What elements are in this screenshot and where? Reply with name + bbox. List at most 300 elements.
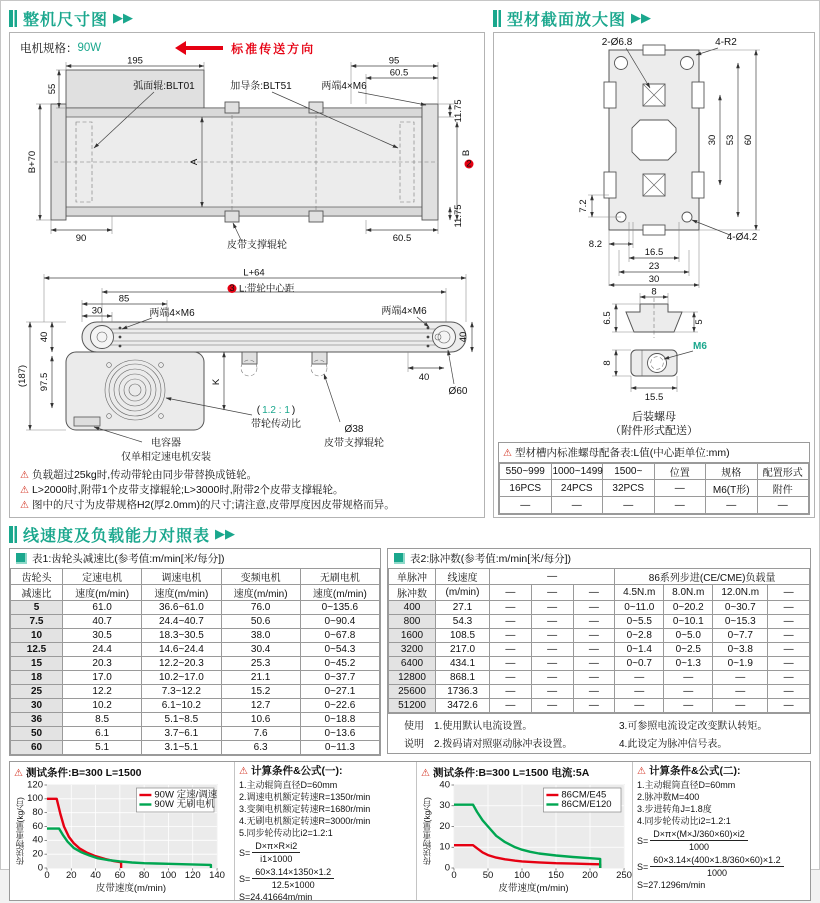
chart2-ylabel: 传送物重量(kg/台) (422, 797, 432, 865)
usage-note: 3.可参照电流设定改变默认转矩。 (619, 721, 768, 732)
pulley-ratio-label: 带轮传动比 (251, 419, 301, 430)
cell: 8.5 (63, 713, 142, 727)
warning-icon: ⚠ (20, 470, 29, 481)
cell: — (768, 615, 810, 629)
cell: 0~1.4 (615, 643, 664, 657)
dim-2-phi6-8: 2-Ø6.8 (601, 37, 633, 48)
cell: 0~22.6 (300, 699, 379, 713)
cell: — (531, 629, 573, 643)
cell: 0~135.6 (300, 601, 379, 615)
chart1-cell (10, 762, 234, 900)
dim-K: K (211, 378, 222, 386)
cell: 5.1 (63, 741, 142, 755)
cell: — (713, 685, 768, 699)
cell: — (531, 699, 573, 713)
cell: — (573, 601, 615, 615)
cell: — (573, 585, 615, 601)
transfer-direction (179, 40, 315, 57)
svg-text:0: 0 (37, 862, 43, 874)
dim-L64: L+64 (243, 267, 265, 279)
cell: 61.0 (63, 601, 142, 615)
dim-L-center: L:带轮中心距 (239, 283, 295, 295)
cell: — (573, 643, 615, 657)
numerator: 60×3.14×1350×1.2 (252, 866, 334, 879)
dim-30: 30 (91, 305, 103, 317)
cell: 27.1 (436, 601, 490, 615)
header-bar-icon (9, 10, 17, 27)
cell: 调速电机 (142, 569, 221, 585)
formula-fraction (239, 840, 412, 865)
cell: 15.2 (221, 685, 300, 699)
cell: — (768, 629, 810, 643)
formula-line: 2.调速电机额定转速R=1350r/min (239, 792, 371, 802)
header-cell: 86系列步进(CE/CME)负载量 (615, 569, 810, 585)
header-bar-icon (9, 526, 17, 543)
cell: 1000~1499 (551, 464, 603, 480)
formula-line: 1.主动辊筒直径D=60mm (637, 780, 736, 790)
cell: 50.6 (221, 615, 300, 629)
numerator: D×π×R×i2 (252, 840, 300, 853)
cell: 变频电机 (221, 569, 300, 585)
table-row (389, 643, 810, 657)
svg-text:40: 40 (439, 779, 450, 791)
header-bar-icon (493, 10, 501, 27)
svg-text:30: 30 (439, 800, 450, 812)
cell: 0~30.7 (713, 601, 768, 615)
cell: 附件 (757, 480, 809, 497)
cell: 0~3.8 (713, 643, 768, 657)
cell: — (654, 497, 706, 514)
center-cavity (632, 120, 676, 160)
cell: 0~13.6 (300, 727, 379, 741)
table-row (389, 699, 810, 713)
cell: — (490, 657, 532, 671)
cell: 6.3 (221, 741, 300, 755)
motor-spec-value: 90W (77, 42, 102, 54)
table-row (11, 629, 380, 643)
cell: 8.0N.m (664, 585, 713, 601)
svg-text:250: 250 (616, 870, 632, 881)
cell: 速度(m/min) (221, 585, 300, 601)
cell: — (768, 601, 810, 615)
usage-note: 4.此设定为脉冲信号表。 (619, 739, 728, 750)
cell: 0~1.9 (713, 657, 768, 671)
cell: 18.3~30.5 (142, 629, 221, 643)
cell: 6400 (389, 657, 436, 671)
cell: — (551, 497, 603, 514)
dim-40-bottom: 40 (418, 372, 430, 383)
formula2-cell (632, 762, 810, 900)
cell: — (768, 657, 810, 671)
cell: 12800 (389, 671, 436, 685)
double-triangle-icon: ▶▶ (113, 10, 134, 25)
dim-85: 85 (118, 293, 130, 305)
svg-text:60: 60 (114, 870, 126, 881)
svg-text:(1.2 : 1): ( 1.2 : 1 ) (256, 405, 296, 416)
chart2-condition (421, 765, 628, 780)
belt-width-B (461, 150, 474, 170)
cell: — (573, 657, 615, 671)
cell: 38.0 (221, 629, 300, 643)
cell: — (573, 685, 615, 699)
cell: 12.7 (221, 699, 300, 713)
cell: 30 (11, 699, 63, 713)
cell: 10.2 (63, 699, 142, 713)
denominator: i1×1000 (260, 854, 293, 864)
formula-result: S=24.41664m/min (239, 892, 313, 902)
dim-8-2: 8.2 (588, 239, 602, 250)
chart1-condition-text: 测试条件:B=300 L=1500 (25, 767, 142, 779)
cell: — (573, 629, 615, 643)
cell: 25600 (389, 685, 436, 699)
dim-195: 195 (127, 55, 143, 67)
label-support-roller-side: 皮带支撑辊轮 (324, 438, 384, 449)
top-view-drawing (14, 55, 480, 270)
cell: — (768, 585, 810, 601)
cell: 6.1 (63, 727, 142, 741)
dim-nut-6-5: 6.5 (602, 311, 613, 325)
cell: 3.7~6.1 (142, 727, 221, 741)
table-icon (394, 553, 405, 564)
dim-7-2: 7.2 (578, 199, 589, 213)
chart1-ylabel: 传送物重量(kg/台) (15, 797, 25, 865)
table2-title (388, 549, 810, 568)
dim-55: 55 (47, 83, 58, 95)
cell: 6.1~10.2 (142, 699, 221, 713)
table-row (11, 741, 380, 755)
cell: 齿轮头 (11, 569, 63, 585)
label-4xm6-right: 两端4×M6 (381, 306, 427, 317)
cell: — (531, 615, 573, 629)
speed-load-section (9, 523, 811, 901)
table-row (389, 671, 810, 685)
cell: 0~7.7 (713, 629, 768, 643)
label-4xm6-left: 两端4×M6 (149, 308, 195, 319)
label-guide-strip: 加导条:BLT51 (230, 81, 292, 92)
svg-text:60: 60 (32, 820, 43, 832)
header-cell: — (490, 569, 615, 585)
profile-section-header (493, 7, 815, 29)
formula-result: S=27.1296m/min (637, 880, 706, 890)
svg-text:86CM/E45: 86CM/E45 (561, 789, 607, 801)
dim-90: 90 (75, 233, 87, 244)
capacitor-label: 电容器 (151, 438, 181, 449)
motor-spec-label: 电机规格： (20, 43, 78, 55)
cell: 30.5 (63, 629, 142, 643)
cell: 0~5.5 (615, 615, 664, 629)
cell: — (768, 685, 810, 699)
cell: 54.3 (436, 615, 490, 629)
note-text: 图中的尺寸为皮带规格H2(厚2.0mm)的尺寸;请注意,皮带厚度因皮带规格而异。 (31, 499, 395, 511)
tables-row (9, 548, 811, 756)
cell: (m/min) (436, 585, 490, 601)
overall-dimensions-section (9, 7, 485, 518)
cell: — (531, 601, 573, 615)
cell: 定速电机 (63, 569, 142, 585)
formula-line: 2.脉冲数M=400 (637, 792, 700, 802)
capacitor-note: 仅单相定速电机安装 (121, 452, 211, 463)
formula-fraction (637, 854, 806, 879)
svg-text:20: 20 (439, 820, 450, 832)
svg-text:200: 200 (582, 870, 598, 881)
svg-text:0: 0 (44, 870, 50, 881)
left-arrow-icon (179, 46, 223, 50)
cell: 0~15.3 (713, 615, 768, 629)
nut-table-body (500, 480, 809, 514)
cell: 0~27.1 (300, 685, 379, 699)
top-row (9, 7, 811, 518)
t-nut-drawing (498, 288, 810, 410)
cell: 1500~ (603, 464, 655, 480)
pulley-center-distance (228, 283, 295, 295)
svg-text:100: 100 (27, 793, 43, 805)
cell: 减速比 (11, 585, 63, 601)
chart1-condition (14, 765, 230, 780)
dim-phi60: Ø60 (448, 386, 468, 397)
formula-line: 5.同步轮传动比i2=1.2:1 (239, 828, 333, 838)
cell: 0~37.7 (300, 671, 379, 685)
cell: 5 (11, 601, 63, 615)
cell: 0~54.3 (300, 643, 379, 657)
cell: — (490, 629, 532, 643)
s-equals: S= (239, 873, 251, 884)
header-cell: 单脉冲 (389, 569, 436, 585)
table-row (11, 727, 380, 741)
svg-text:120: 120 (184, 870, 201, 881)
drive-pulley (91, 326, 114, 349)
formula1-title-text: 计算条件&公式(一): (250, 765, 343, 777)
warning-icon: ⚠ (239, 766, 248, 777)
formula2-title (637, 765, 806, 778)
formula-line: 3.变频电机额定转速R=1680r/min (239, 804, 371, 814)
dim-4-r2: 4-R2 (715, 37, 737, 48)
dim-nut-5: 5 (694, 319, 705, 325)
table-row (389, 657, 810, 671)
nut-table (499, 463, 809, 514)
usage-note: 2.拨码请对照驱动脉冲表设置。 (434, 739, 573, 750)
dim-nut-8-left: 8 (602, 360, 613, 366)
numerator: 60×3.14×(400×1.8/360×60)×1.2 (650, 854, 783, 867)
chart2-cell (416, 762, 632, 900)
dim-97-5: 97.5 (39, 372, 50, 392)
svg-text:140: 140 (209, 870, 225, 881)
cell: 12.0N.m (713, 585, 768, 601)
label-4xm6-top: 两端4×M6 (321, 81, 367, 92)
chart1-xlabel: 皮带速度(m/min) (95, 883, 167, 894)
cell: 868.1 (436, 671, 490, 685)
section-title: 型材截面放大图 (507, 11, 627, 29)
section-title: 线速度及负载能力对照表 (23, 527, 211, 545)
dim-nut-m6: M6 (693, 341, 707, 352)
nut-caption-sub: （附件形式配送） (610, 425, 698, 437)
cell: 76.0 (221, 601, 300, 615)
cell: 0~20.2 (664, 601, 713, 615)
load-speed-chart-90w (26, 779, 225, 881)
formula1-title (239, 765, 412, 778)
dim-b70: B+70 (27, 150, 38, 174)
table1-box (9, 548, 381, 756)
svg-text:40: 40 (90, 870, 101, 881)
cell: 0~11.3 (300, 741, 379, 755)
cell: 32PCS (603, 480, 655, 497)
cell: 0~11.0 (615, 601, 664, 615)
note-line (20, 468, 476, 483)
svg-text:100: 100 (160, 870, 177, 881)
usage-note: 1.使用默认电流设置。 (434, 721, 533, 732)
usage-notes (388, 713, 810, 753)
profile-cross-section-drawing (498, 36, 810, 288)
cell: 10.6 (221, 713, 300, 727)
denominator: 1000 (689, 842, 710, 852)
cell: 速度(m/min) (142, 585, 221, 601)
cell: — (615, 685, 664, 699)
cell: 0~2.5 (664, 643, 713, 657)
cell: 0~5.0 (664, 629, 713, 643)
cell: 17.0 (63, 671, 142, 685)
formula-line: 4.同步轮传动比i2=1.2:1 (637, 816, 731, 826)
cell: 21.1 (221, 671, 300, 685)
table2-header-row-2 (389, 585, 810, 601)
overall-dimensions-panel (9, 32, 485, 518)
gear-ratio-table (10, 568, 380, 755)
nut-caption: 后装螺母 (632, 411, 676, 423)
load-speed-chart-86cm (433, 779, 632, 881)
table1-header-row-2 (11, 585, 380, 601)
cell: — (664, 685, 713, 699)
cell: 25 (11, 685, 63, 699)
table-row (500, 480, 809, 497)
cell: — (490, 643, 532, 657)
cell: — (573, 671, 615, 685)
svg-text:20: 20 (65, 870, 77, 881)
cell: 12.2~20.3 (142, 657, 221, 671)
table-row (389, 601, 810, 615)
cell: 3200 (389, 643, 436, 657)
dim-nut-15-5: 15.5 (644, 392, 664, 403)
dim-23: 23 (648, 261, 660, 272)
note-line (20, 498, 476, 513)
cell: 0~90.4 (300, 615, 379, 629)
svg-text:40: 40 (32, 834, 43, 846)
support-rollers-side-view (241, 352, 327, 376)
cell: 20.3 (63, 657, 142, 671)
cell: — (490, 671, 532, 685)
table-icon (16, 553, 27, 564)
svg-text:90W 无刷电机: 90W 无刷电机 (154, 798, 215, 810)
cell: — (615, 671, 664, 685)
cell: 7.3~12.2 (142, 685, 221, 699)
table2-header-row-1 (389, 569, 810, 585)
cell: 10.2~17.0 (142, 671, 221, 685)
dim-60: 60 (743, 134, 754, 146)
cell: 0~18.8 (300, 713, 379, 727)
dim-187: (187) (17, 364, 28, 388)
cell: 36 (11, 713, 63, 727)
dim-40-right: 40 (458, 331, 469, 343)
dim-40-left: 40 (39, 331, 50, 343)
cell: — (706, 497, 758, 514)
cell: 12.2 (63, 685, 142, 699)
note-text: L>2000时,附带1个皮带支撑辊轮;L>3000时,附带2个皮带支撑辊轮。 (31, 484, 344, 496)
svg-text:0: 0 (451, 870, 457, 881)
denominator: 12.5×1000 (271, 880, 315, 890)
cell: 0~45.2 (300, 657, 379, 671)
cell: 10 (11, 629, 63, 643)
chart2-condition-text: 测试条件:B=300 L=1500 电流:5A (432, 767, 590, 779)
cell: — (603, 497, 655, 514)
s-equals: S= (239, 847, 251, 858)
dim-B: B (461, 149, 472, 157)
table-row (11, 601, 380, 615)
svg-text:120: 120 (27, 779, 43, 791)
cell: — (490, 615, 532, 629)
pulse-table (388, 568, 810, 713)
svg-text:0: 0 (444, 862, 450, 874)
nut-table-title (499, 443, 809, 463)
formula-line: 1.主动辊筒直径D=60mm (239, 780, 338, 790)
svg-text:10: 10 (439, 841, 450, 853)
dim-nut-8-top: 8 (651, 286, 657, 298)
cell: — (713, 699, 768, 713)
profile-section (493, 7, 815, 518)
dim-16-5: 16.5 (644, 247, 664, 258)
dim-95: 95 (388, 55, 400, 67)
cell: 0~67.8 (300, 629, 379, 643)
formula-line: 3.步进转角J=1.8度 (637, 804, 712, 814)
profile-panel (493, 32, 815, 518)
table-row (11, 671, 380, 685)
cell: — (573, 615, 615, 629)
table-row (11, 713, 380, 727)
cell: — (490, 699, 532, 713)
numerator: D×π×(M×J/360×60)×i2 (650, 828, 748, 841)
cell: 0~1.3 (664, 657, 713, 671)
cell: 无刷电机 (300, 569, 379, 585)
cell: 1600 (389, 629, 436, 643)
charts-row (9, 761, 811, 901)
table-row (389, 615, 810, 629)
formula-fraction (637, 828, 806, 853)
cell: — (531, 671, 573, 685)
cell: 25.3 (221, 657, 300, 671)
note-line (20, 483, 476, 498)
motor-spec-row (14, 36, 480, 58)
cell: 400 (389, 601, 436, 615)
double-triangle-icon: ▶▶ (215, 526, 236, 541)
svg-text:80: 80 (138, 870, 150, 881)
cell: — (768, 643, 810, 657)
dim-60-5-top: 60.5 (389, 67, 409, 79)
side-view-drawing (14, 267, 480, 466)
svg-text:86CM/E120: 86CM/E120 (561, 798, 612, 810)
header-cell: 线速度 (436, 569, 490, 585)
cell: 108.5 (436, 629, 490, 643)
table-row (389, 629, 810, 643)
cell: 550~999 (500, 464, 552, 480)
svg-text:90W 定速/调速: 90W 定速/调速 (154, 789, 218, 801)
table-row (11, 615, 380, 629)
cell: 18 (11, 671, 63, 685)
cell: 434.1 (436, 657, 490, 671)
label-arc-roller: 弧面辊:BLT01 (133, 81, 195, 92)
cell: 1736.3 (436, 685, 490, 699)
dim-30-outer: 30 (648, 274, 660, 285)
cell: 3.1~5.1 (142, 741, 221, 755)
speed-load-header (9, 523, 811, 545)
dim-A: A (189, 158, 200, 166)
formula2-title-text: 计算条件&公式(二): (648, 765, 741, 777)
cell: 脉冲数 (389, 585, 436, 601)
